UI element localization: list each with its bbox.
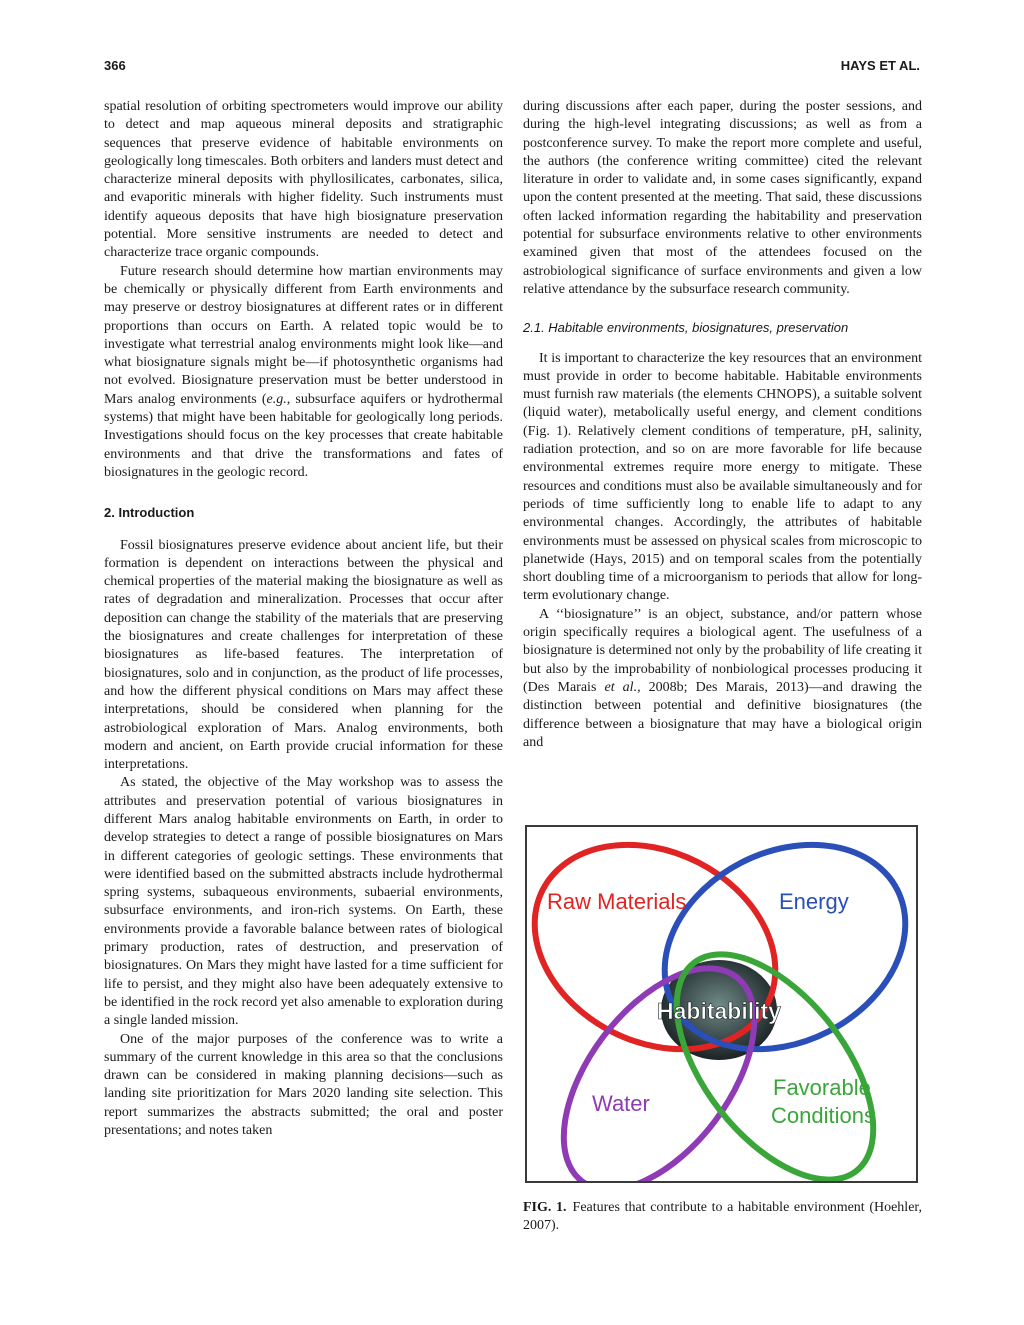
subsection-heading: 2.1. Habitable environments, biosignatures, preservation: [523, 320, 849, 336]
label-raw-materials: Raw Materials: [547, 889, 687, 914]
paragraph: Future research should determine how martian environments may be chemically or physically different from Earth environments and may preserve or destroy biosignatures at different rates or in different proportions than occurs on Earth. A related topic would be to investigate what terrestrial analog environments might look like—and what biosignature signals might be—if photosynthetic organisms had not evolved. Biosignature preservation must be better understood in Mars analog environments (e.g., subsurface aquifers or hydrothermal systems) that might have been habitable for geologically long periods. Investigations should focus on the key processes that create habitable environments and that drive the transformations and fates of biosignatures in the geologic record.: [104, 263, 503, 480]
label-energy: Energy: [779, 889, 849, 914]
paragraph: during discussions after each paper, during the poster sessions, and during the high-level integrating discussions; as well as from a postconference survey. To make the report more complete and useful, the authors (the conference writing committee) cited the relevant literature in order to validate and, in some cases significantly, expand upon the content presented at the meeting. That said, these discussions often lacked information regarding the habitability and preservation potential for subsurface environments relative to other environments examined given that most of the attendees focused on the astrobiological significance of surface environments and given a low relative attendance by the subsurface research community.: [523, 99, 922, 297]
label-habitability: Habitability: [657, 998, 781, 1024]
paragraph: One of the major purposes of the conference was to write a summary of the current knowledge in this area so that the conclusions drawn can be considered in making planning decisions—such as landing site prioritization for Mars 2020 landing site selection. This report summarizes the abstracts submitted; the oral and poster presentations; and notes taken: [104, 1031, 503, 1139]
paragraph: It is important to characterize the key resources that an environment must provide in order to become habitable. Habitable environments must furnish raw materials (the elements CHNOPS), a suitable solvent (liquid water), metabolically useful energy, and clement conditions (Fig. 1). Relatively clement conditions of temperature, pH, salinity, radiation protection, and so on are more favorable for life because environmental extremes require more energy to mitigate. These resources and conditions must also be available simultaneously and for periods of time sufficiently long to enable life to adapt to any environmental changes. Accordingly, the attributes of habitable environments must be assessed on physical scales from microscopic to planetwide (Hays, 2015) and on temporal scales from the potentially short doubling time of a microorganism to periods that allow for long-term evolutionary change.: [523, 350, 922, 604]
section-heading: 2. Introduction: [104, 505, 195, 521]
running-head: [104, 58, 920, 78]
left-column: [104, 98, 503, 1140]
paragraph: spatial resolution of orbiting spectrometers would improve our ability to detect and map aqueous mineral deposits and stratigraphic sequences that preserve evidence of habitable environments on geologically long timescales. Both orbiters and landers must detect and characterize mineral deposits with phyllosilicates, carbonates, silica, and evaporitic minerals with higher fidelity. Such instruments must identify aqueous deposits that have high biosignature preservation potential. More sensitive instruments are needed to detect and characterize trace organic compounds.: [104, 99, 503, 261]
figure-caption: [523, 1199, 922, 1236]
figure-venn-diagram: [525, 825, 918, 1183]
label-favorable: Favorable: [773, 1075, 871, 1100]
venn-diagram: [527, 827, 916, 1181]
label-conditions: Conditions: [771, 1103, 875, 1128]
figure-caption-label: FIG. 1.: [523, 1200, 567, 1215]
label-water: Water: [592, 1091, 650, 1116]
page-number: 366: [104, 58, 126, 73]
figure-caption-text: Features that contribute to a habitable environment (Hoehler, 2007).: [523, 1200, 923, 1234]
paragraph: As stated, the objective of the May workshop was to assess the attributes and preservation potential of various biosignatures in different Mars analog habitable environments on Earth, in order to develop strategies to detect a range of possible biosignatures on Mars in different categories of geologic settings. These environments that were identified based on the submitted abstracts include hydrothermal spring systems, subaqueous environments, subaerial environments, subsurface environments, and iron-rich systems. On Earth, these environments provide a favorable balance between rates of biological primary production, rates of destruction, and preservation of biosignatures. On Mars they might have lasted for a time sufficient for life to persist, and they might also have been adequately extensive to be identified in the rock record yet also amenable to exploration during a single landed mission.: [104, 775, 503, 1029]
right-column: [523, 98, 922, 752]
paragraph: Fossil biosignatures preserve evidence about ancient life, but their formation is dependent on interactions between the physical and chemical properties of the material making the biosignature as well as rates of degradation and mineralization. Processes that occur after deposition can change the stability of the materials that are preserving the biosignatures and create challenges for interpretation of these biosignatures as life-based features. The interpretation of biosignatures, solo and in conjunction, as the product of life processes, and how the different physical conditions on Mars may affect these interpretations, should be considered when planning for the astrobiological exploration of Mars. Analog environments, both modern and ancient, on Earth provide crucial information for these interpretations.: [104, 537, 503, 773]
paragraph: A ‘‘biosignature’’ is an object, substance, and/or pattern whose origin specifically requires a biological agent. The usefulness of a biosignature is determined not only by the probability of life creating it but also by the improbability of nonbiological processes producing it (Des Marais et al., 2008b; Des Marais, 2013)—and drawing the distinction between potential and definitive biosignatures (the difference between a biosignature that may have a biological origin and: [523, 606, 922, 750]
running-head-authors: HAYS ET AL.: [840, 58, 920, 73]
